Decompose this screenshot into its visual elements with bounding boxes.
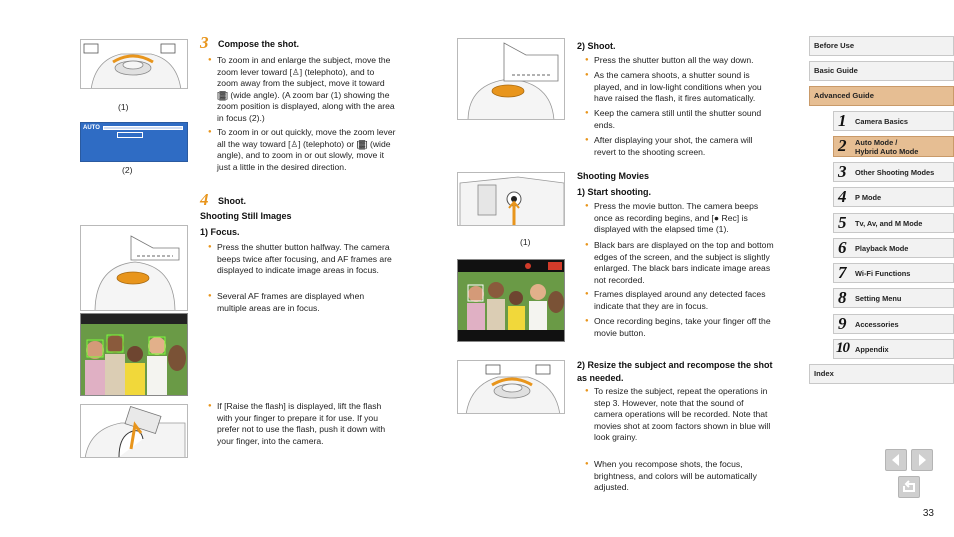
page-number: 33 xyxy=(922,508,934,519)
chapter-number: 5 xyxy=(838,213,847,232)
movie-recording-screen xyxy=(458,260,565,342)
resize-step-title: 2) Resize the subject and recompose the shot as needed. xyxy=(577,360,773,383)
movie-bullet-2: ● Black bars are displayed on the top and bottom edges of the screen, and the subject is slightly enlarged. The black bars indicate image areas not recorded. xyxy=(585,240,775,286)
shoot-bullet-1: ● Press the shutter button all the way down. xyxy=(585,55,775,67)
focus-bullet-2: ● Several AF frames are displayed when multiple areas are in focus. xyxy=(208,291,394,314)
chapter-5-tv-av-m[interactable] xyxy=(833,213,954,233)
raise-flash-figure xyxy=(80,404,188,458)
chapter-number: 10 xyxy=(836,340,849,356)
shooting-still-images-heading: Shooting Still Images xyxy=(200,211,292,221)
chapter-label: Setting Menu xyxy=(855,294,902,303)
chapter-number: 1 xyxy=(838,111,847,130)
callout-2: (2) xyxy=(122,165,133,175)
chapter-8-setting-menu[interactable] xyxy=(833,288,954,308)
focus-step-title: 1) Focus. xyxy=(200,227,240,237)
movie-button-illustration xyxy=(458,173,565,226)
auto-mode-label: AUTO xyxy=(83,125,100,131)
chapter-label-line-1: Auto Mode / xyxy=(855,138,898,147)
start-shooting-title: 1) Start shooting. xyxy=(577,187,651,197)
step-3-title: Compose the shot. xyxy=(218,39,300,49)
chapter-label: Playback Mode xyxy=(855,244,909,253)
chapter-9-accessories[interactable] xyxy=(833,314,954,334)
movie-bullet-1: ● Press the movie button. The camera beeps once as recording begins, and [● Rec] is displayed with the elapsed time (1). xyxy=(585,201,775,236)
chapter-2-auto-mode[interactable] xyxy=(833,136,954,157)
chapter-label: Camera Basics xyxy=(855,117,909,126)
movie-bullet-4: ● Once recording begins, take your finger off the movie button. xyxy=(585,316,775,339)
shutter-button-illustration xyxy=(81,226,188,311)
arrow-right-icon xyxy=(912,450,932,470)
chapter-number: 8 xyxy=(838,288,847,307)
movie-recording-photo xyxy=(457,259,565,342)
focus-area-box xyxy=(117,132,143,138)
chapter-number: 6 xyxy=(838,238,847,257)
chapter-label: Other Shooting Modes xyxy=(855,168,935,177)
chapter-10-appendix[interactable] xyxy=(833,339,954,359)
chapter-label: Wi-Fi Functions xyxy=(855,269,911,278)
children-photo xyxy=(81,314,188,396)
chapter-6-playback[interactable] xyxy=(833,238,954,258)
step-4-title: Shoot. xyxy=(218,196,246,206)
step-3-number: 3 xyxy=(200,33,209,52)
arrow-left-icon xyxy=(886,450,906,470)
nav-index[interactable]: Index xyxy=(809,364,954,384)
resize-bullet-1: ● To resize the subject, repeat the operations in step 3. However, note that the sound of camera operations will be recorded. Note that movies shot at zoom factors shown in blue will look grainy. xyxy=(585,386,771,444)
chapter-number: 3 xyxy=(838,162,847,181)
chapter-number: 9 xyxy=(838,314,847,333)
movie-bullet-3: ● Frames displayed around any detected faces indicate that they are in focus. xyxy=(585,289,775,312)
raise-flash-bullet: ● If [Raise the flash] is displayed, lift the flash with your finger to prepare it for use. If you prefer not to use the flash, push it down with your finger, into the camera. xyxy=(208,401,398,447)
shoot-bullet-4: ● After displaying your shot, the camera will revert to the shooting screen. xyxy=(585,135,775,158)
flash-illustration xyxy=(81,405,188,458)
shooting-movies-heading: Shooting Movies xyxy=(577,171,649,181)
step-4-number: 4 xyxy=(200,190,209,209)
chapter-label xyxy=(855,138,918,156)
next-page-button[interactable] xyxy=(911,449,933,471)
return-button[interactable] xyxy=(898,476,920,498)
chapter-4-p-mode[interactable] xyxy=(833,187,954,207)
focus-bullet-1: ● Press the shutter button halfway. The camera beeps twice after focusing, and AF frames are displayed to indicate image areas in focus. xyxy=(208,242,394,277)
chapter-label-line-2: Hybrid Auto Mode xyxy=(855,147,919,156)
step-3-bullet-2: ● To zoom in or out quickly, move the zoom lever all the way toward [♙] (telephoto) or [▓] (wide angle), and to zoom in or out slowly, move it just a little in the desired direction. xyxy=(208,127,396,173)
shutter-half-press-figure xyxy=(80,225,188,311)
resize-bullet-2: ● When you recompose shots, the focus, brightness, and colors will be automatically adjusted. xyxy=(585,459,771,494)
chapter-number: 7 xyxy=(838,263,847,282)
chapter-7-wifi[interactable] xyxy=(833,263,954,283)
zoom-screen xyxy=(80,122,188,162)
shoot-bullet-3: ● Keep the camera still until the shutter sound ends. xyxy=(585,108,775,131)
nav-before-use[interactable]: Before Use xyxy=(809,36,954,56)
resize-zoom-figure xyxy=(457,360,565,414)
previous-page-button[interactable] xyxy=(885,449,907,471)
chapter-3-other-shooting[interactable] xyxy=(833,162,954,182)
step-3-bullet-1: ● To zoom in and enlarge the subject, move the zoom lever toward [♙] (telephoto), and to zoom away from the subject, move it toward [▓] (wide angle). (A zoom bar (1) showing the zoom position is displayed, along with the area in focus (2).) xyxy=(208,55,396,124)
chapter-label: Accessories xyxy=(855,320,899,329)
return-icon xyxy=(899,477,919,497)
movie-button-figure xyxy=(457,172,565,226)
movie-callout-1: (1) xyxy=(520,237,531,247)
shoot-step-title: 2) Shoot. xyxy=(577,41,616,51)
zoom-lever-figure xyxy=(80,39,188,89)
chapter-label: P Mode xyxy=(855,193,882,202)
shutter-full-illustration xyxy=(458,39,565,120)
shutter-full-press-figure xyxy=(457,38,565,120)
nav-basic-guide[interactable]: Basic Guide xyxy=(809,61,954,81)
shoot-bullet-2: ● As the camera shoots, a shutter sound is played, and in low-light conditions when you have raised the flash, it fires automatically. xyxy=(585,70,775,105)
zoom-lever-illustration xyxy=(81,40,188,89)
zoom-bar xyxy=(103,126,183,130)
chapter-number: 4 xyxy=(838,187,847,206)
chapter-number: 2 xyxy=(838,136,847,155)
nav-advanced-guide[interactable]: Advanced Guide xyxy=(809,86,954,106)
resize-zoom-illustration xyxy=(458,361,565,414)
af-frames-photo xyxy=(80,313,188,396)
chapter-label: Tv, Av, and M Mode xyxy=(855,219,923,228)
callout-1: (1) xyxy=(118,102,129,112)
chapter-1-camera-basics[interactable] xyxy=(833,111,954,131)
chapter-label: Appendix xyxy=(855,345,889,354)
